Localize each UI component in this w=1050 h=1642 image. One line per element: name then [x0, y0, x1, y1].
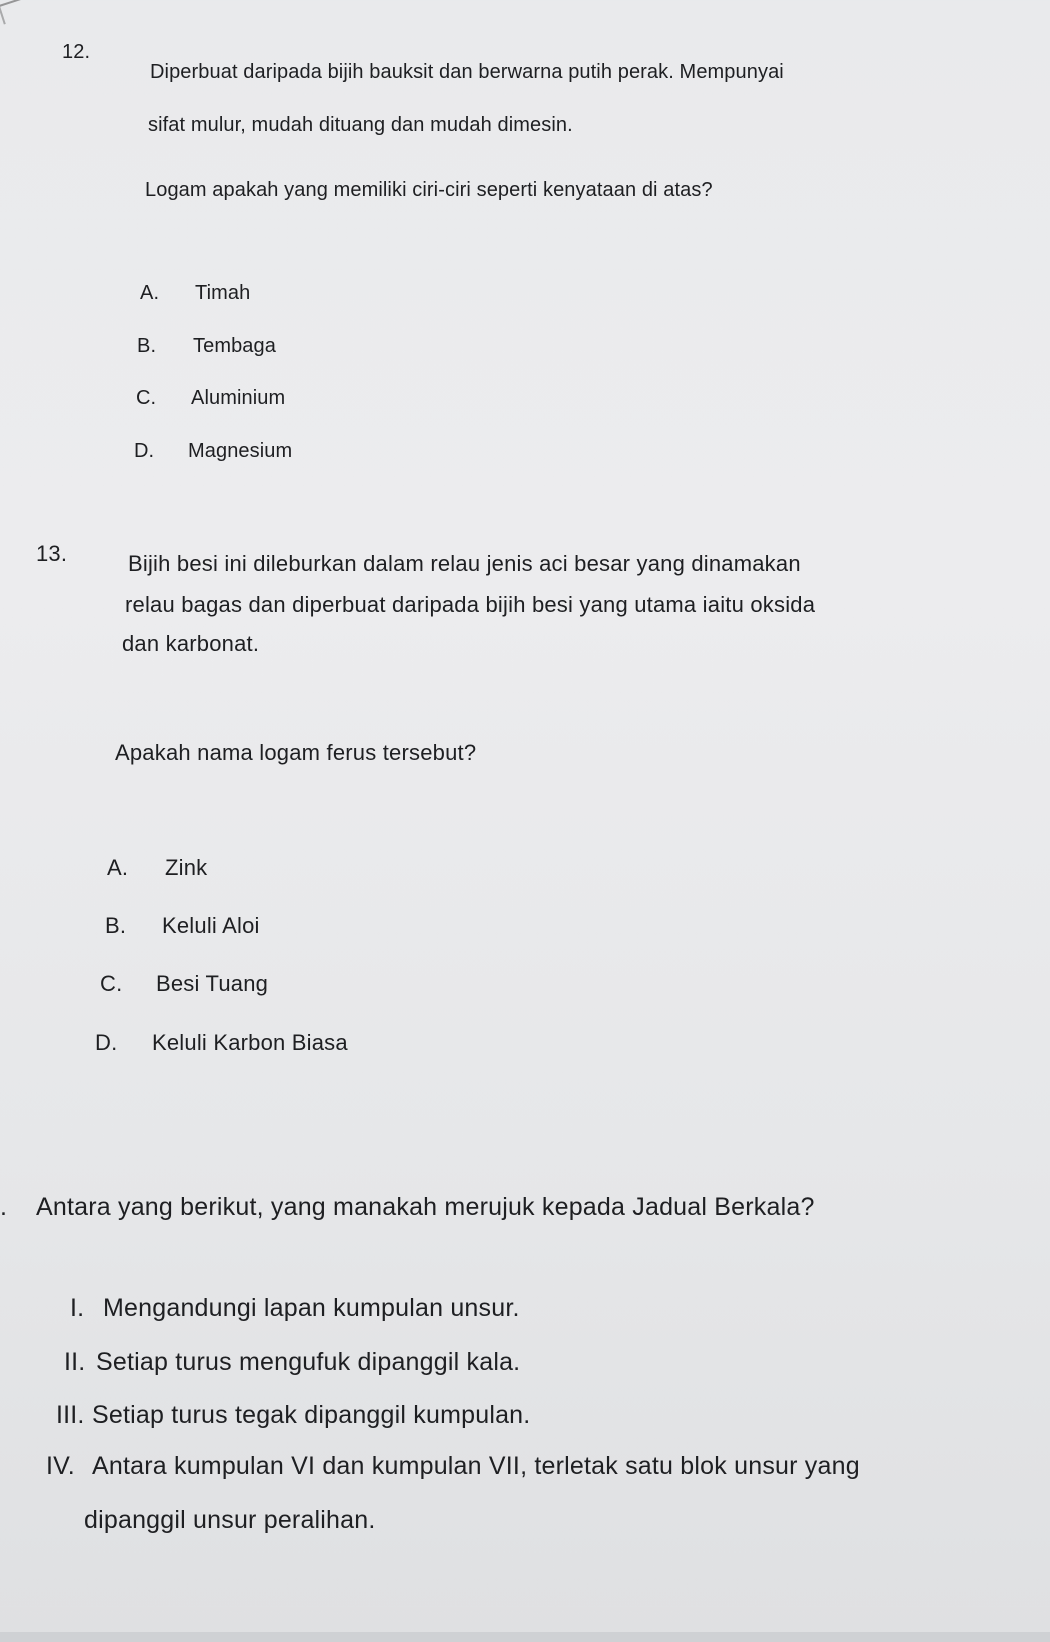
question-12-option-b-text: Tembaga — [193, 335, 276, 357]
question-14-continuation: dipanggil unsur peralihan. — [84, 1506, 376, 1534]
question-12-line-1: Diperbuat daripada bijih bauksit dan berwarna putih perak. Mempunyai — [150, 61, 784, 83]
question-12-line-2: sifat mulur, mudah dituang dan mudah dimesin. — [148, 114, 573, 136]
question-13-option-b-letter: B. — [105, 913, 127, 938]
question-12-option-a-text: Timah — [195, 282, 251, 304]
question-12-prompt: Logam apakah yang memiliki ciri-ciri seperti kenyataan di atas? — [145, 179, 713, 201]
corner-handwriting-mark — [0, 0, 34, 24]
question-13-number: 13. — [36, 541, 68, 566]
question-14-statement-iv-numeral: IV. — [46, 1452, 75, 1480]
question-13-line-2: relau bagas dan diperbuat daripada bijih besi yang utama iaitu oksida — [125, 592, 816, 617]
question-12-option-a-letter: A. — [140, 282, 160, 304]
question-14-statement-iii-numeral: III. — [56, 1401, 85, 1429]
question-13-line-1-text: Bijih besi ini dileburkan dalam relau jenis aci besar yang dinamakan — [128, 551, 801, 576]
question-13-prompt: Apakah nama logam ferus tersebut? — [115, 740, 477, 765]
question-12-number: 12. — [62, 41, 91, 63]
question-14-statement-i-text: Mengandungi lapan kumpulan unsur. — [103, 1294, 520, 1322]
question-13-option-c-text: Besi Tuang — [156, 971, 269, 996]
question-13-option-a-letter: A. — [107, 855, 129, 880]
question-12-option-d-letter: D. — [134, 440, 155, 462]
question-13-option-d-text: Keluli Karbon Biasa — [152, 1030, 348, 1055]
question-12-option-c-letter: C. — [136, 387, 157, 409]
question-13-line-1 — [128, 553, 928, 575]
question-14-statement-ii-text: Setiap turus mengufuk dipanggil kala. — [96, 1348, 521, 1376]
page-bottom-edge — [0, 1632, 1050, 1642]
question-12-option-c-text: Aluminium — [191, 387, 286, 409]
question-14-statement-ii-numeral: II. — [64, 1348, 86, 1376]
question-12-option-b-letter: B. — [137, 335, 157, 357]
question-12-option-d-text: Magnesium — [188, 440, 293, 462]
question-13-option-c-letter: C. — [100, 971, 123, 996]
question-13-option-b-text: Keluli Aloi — [162, 913, 260, 938]
question-14-statement-i-numeral: I. — [70, 1294, 85, 1322]
question-13-option-d-letter: D. — [95, 1030, 118, 1055]
question-14-statement-iv — [92, 1454, 1050, 1479]
question-14-statement-iv-text: Antara kumpulan VI dan kumpulan VII, terletak satu blok unsur yang — [92, 1452, 860, 1480]
question-13-option-a-text: Zink — [165, 855, 208, 880]
question-14-number-fragment: . — [0, 1193, 8, 1221]
question-13-line-3: dan karbonat. — [122, 631, 260, 656]
question-14-statement-iii-text: Setiap turus tegak dipanggil kumpulan. — [92, 1401, 531, 1429]
question-14-prompt: Antara yang berikut, yang manakah merujuk kepada Jadual Berkala? — [36, 1193, 815, 1221]
